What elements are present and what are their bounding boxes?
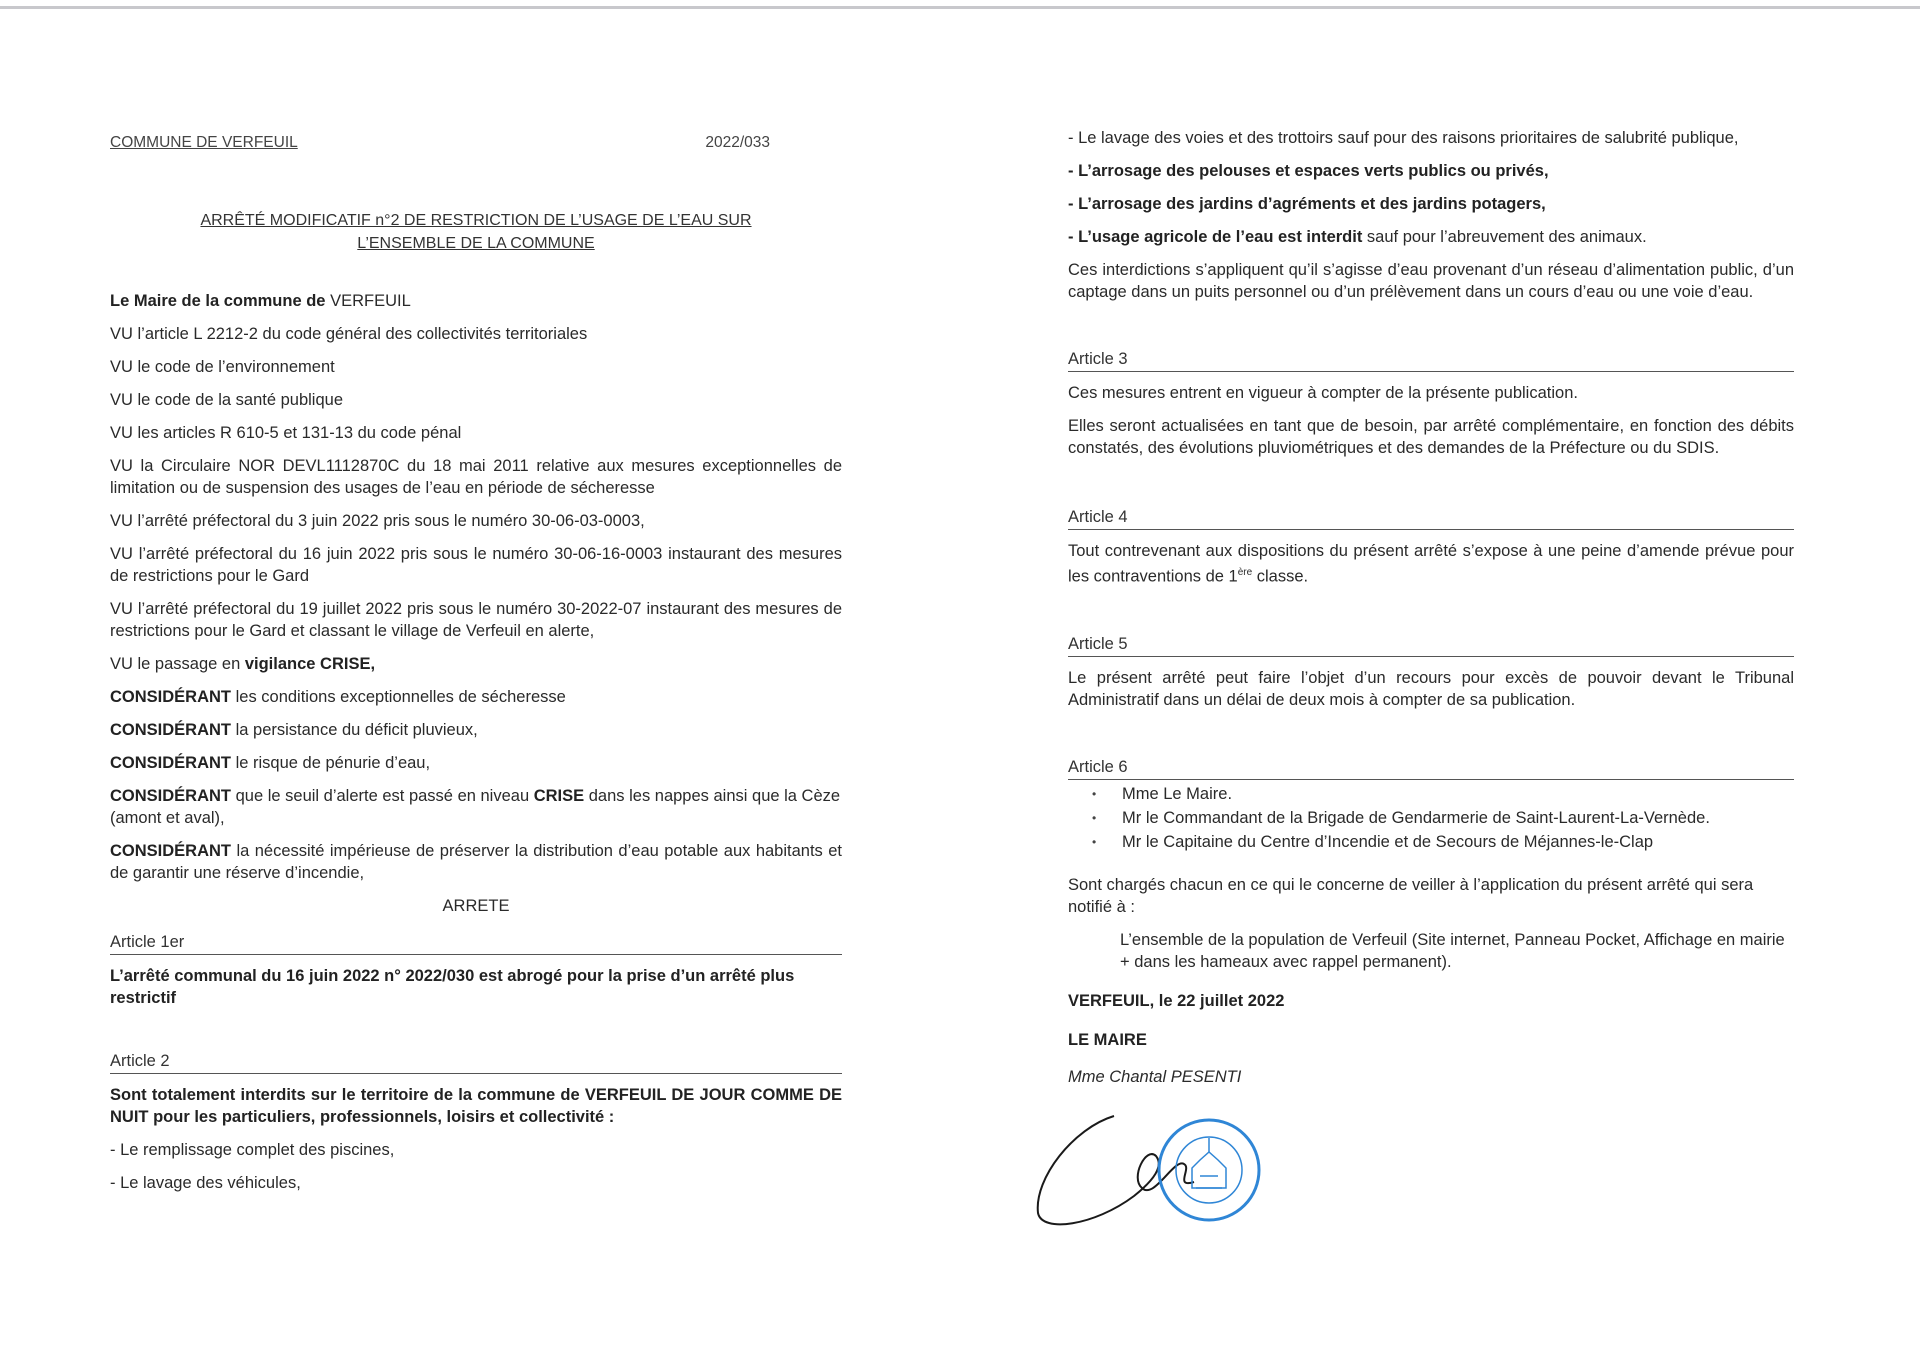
article-2-item: - Le lavage des véhicules, xyxy=(110,1174,301,1192)
article-3-text: Elles seront actualisées en tant que de besoin, par arrêté complémentaire, en fonction des débits constatés, des évolutions pluviométriques et des demandes de la Préfecture ou du SDIS. xyxy=(1068,417,1794,457)
article-3-heading: Article 3 xyxy=(1068,348,1794,372)
considerant-line: CONSIDÉRANT le risque de pénurie d’eau, xyxy=(110,754,431,772)
title-line-2: L’ENSEMBLE DE LA COMMUNE xyxy=(357,235,595,252)
stamp-seal xyxy=(1159,1120,1259,1220)
population-paragraph: L’ensemble de la population de Verfeuil (Site internet, Panneau Pocket, Affichage en mairie + dans les hameaux avec rappel permanent). xyxy=(1120,930,1785,971)
right-column xyxy=(1068,127,1794,1099)
signature-and-seal xyxy=(1034,1108,1274,1238)
document-reference: 2022/033 xyxy=(705,134,770,151)
date-line: VERFEUIL, le 22 juillet 2022 xyxy=(1068,991,1285,1010)
signatory-name: Mme Chantal PESENTI xyxy=(1068,1067,1242,1086)
article-6-heading: Article 6 xyxy=(1068,756,1794,780)
vu-line: VU l’arrêté préfectoral du 16 juin 2022 pris sous le numéro 30-06-16-0003 instaurant des mesures de restrictions pour le Gard xyxy=(110,545,842,585)
vu-line: VU l’article L 2212-2 du code général des collectivités territoriales xyxy=(110,325,588,343)
article-1-text: L’arrêté communal du 16 juin 2022 n° 2022/030 est abrogé pour la prise d’un arrêté plus restrictif xyxy=(110,967,795,1007)
article-5-text: Le présent arrêté peut faire l’objet d’un recours pour excès de pouvoir devant le Tribunal Administratif dans un délai de deux mois à compter de sa publication. xyxy=(1068,668,1794,709)
charges-paragraph: Sont chargés chacun en ce qui le concerne de veiller à l’application du présent arrêté qui sera notifié à : xyxy=(1068,875,1754,916)
interdiction-item: - Le lavage des voies et des trottoirs sauf pour des raisons prioritaires de salubrité publique, xyxy=(1068,129,1739,147)
article-3-text: Ces mesures entrent en vigueur à compter de la présente publication. xyxy=(1068,384,1578,402)
vu-line: VU le code de l’environnement xyxy=(110,358,335,376)
document-header xyxy=(110,132,770,154)
interdictions-paragraph: Ces interdictions s’appliquent qu’il s’agisse d’eau provenant d’un réseau d’alimentation public, d’un captage dans un puits personnel ou d’un prélèvement dans un cours d’eau ou une voie d’eau. xyxy=(1068,261,1794,301)
list-item: • Mr le Capitaine du Centre d’Incendie et de Secours de Méjannes-le-Clap xyxy=(1122,830,1794,854)
document-title xyxy=(110,209,842,255)
left-column xyxy=(110,132,842,1205)
considerant-line: CONSIDÉRANT la persistance du déficit pluvieux, xyxy=(110,721,478,739)
article-2-heading: Article 2 xyxy=(110,1050,842,1074)
title-line-1: ARRÊTÉ MODIFICATIF n°2 DE RESTRICTION DE L’USAGE DE L’EAU SUR xyxy=(200,212,752,229)
le-maire-line: LE MAIRE xyxy=(1068,1030,1147,1049)
article-6-list xyxy=(1068,782,1794,854)
arrete-heading: ARRETE xyxy=(442,897,510,915)
interdiction-item: - L’arrosage des jardins d’agréments et des jardins potagers, xyxy=(1068,195,1546,213)
article-1-heading: Article 1er xyxy=(110,931,842,955)
signature-graphic xyxy=(1034,1108,1274,1238)
list-item: • Mr le Commandant de la Brigade de Gendarmerie de Saint-Laurent-La-Vernède. xyxy=(1122,806,1794,830)
article-2-item: - Le remplissage complet des piscines, xyxy=(110,1141,395,1159)
article-4-heading: Article 4 xyxy=(1068,506,1794,530)
considerant-line: CONSIDÉRANT les conditions exceptionnelles de sécheresse xyxy=(110,688,566,706)
commune-name: COMMUNE DE VERFEUIL xyxy=(110,134,298,151)
vu-line: VU le code de la santé publique xyxy=(110,391,343,409)
considerant-line: CONSIDÉRANT la nécessité impérieuse de préserver la distribution d’eau potable aux habitants et de garantir une réserve d’incendie, xyxy=(110,842,842,882)
interdiction-item: - L’arrosage des pelouses et espaces verts publics ou privés, xyxy=(1068,162,1549,180)
vu-vigilance-line: VU le passage en vigilance CRISE, xyxy=(110,655,376,673)
top-border-line xyxy=(0,6,1920,9)
interdiction-item: - L’usage agricole de l’eau est interdit sauf pour l’abreuvement des animaux. xyxy=(1068,228,1647,246)
vu-line: VU l’arrêté préfectoral du 3 juin 2022 pris sous le numéro 30-06-03-0003, xyxy=(110,512,645,530)
article-4-text: Tout contrevenant aux dispositions du présent arrêté s’expose à une peine d’amende prévue pour les contraventions de 1ère classe. xyxy=(1068,542,1794,586)
vu-line: VU l’arrêté préfectoral du 19 juillet 2022 pris sous le numéro 30-2022-07 instaurant des mesures de restrictions pour le Gard et classant le village de Verfeuil en alerte, xyxy=(110,600,842,640)
vu-line: VU les articles R 610-5 et 131-13 du code pénal xyxy=(110,424,462,442)
list-item: • Mme Le Maire. xyxy=(1122,782,1794,806)
considerant-line: CONSIDÉRANT que le seuil d’alerte est passé en niveau CRISE dans les nappes ainsi que la Cèze (amont et aval), xyxy=(110,787,841,827)
article-2-text: Sont totalement interdits sur le territoire de la commune de VERFEUIL DE JOUR COMME DE NUIT pour les particuliers, professionnels, loisirs et collectivité : xyxy=(110,1086,842,1126)
vu-line: VU la Circulaire NOR DEVL1112870C du 18 mai 2011 relative aux mesures exceptionnelles de limitation ou de suspension des usages de l’eau en période de sécheresse xyxy=(110,457,842,497)
article-5-heading: Article 5 xyxy=(1068,633,1794,657)
maire-line: Le Maire de la commune de VERFEUIL xyxy=(110,292,411,310)
